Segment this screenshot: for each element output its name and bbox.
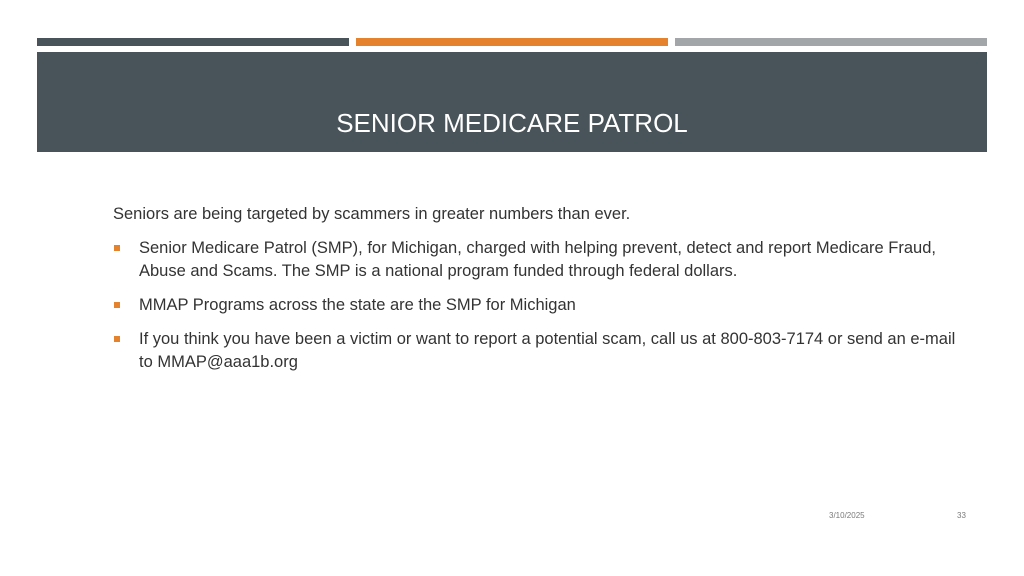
footer-date: 3/10/2025	[829, 511, 865, 520]
bullet-list	[113, 237, 973, 374]
bullet-text: MMAP Programs across the state are the SMP for Michigan	[139, 296, 576, 314]
intro-text: Seniors are being targeted by scammers in greater numbers than ever.	[113, 205, 631, 223]
bullet-text: If you think you have been a victim or want to report a potential scam, call us at 800-803-7174 or send an e-mail to MMAP@aaa1b.org	[139, 330, 956, 371]
accent-bar-left	[37, 38, 349, 46]
square-bullet-icon	[114, 336, 120, 342]
bullet-item	[113, 294, 973, 317]
accent-bar-middle	[356, 38, 668, 46]
square-bullet-icon	[114, 302, 120, 308]
accent-bar-right	[675, 38, 987, 46]
slide-title: SENIOR MEDICARE PATROL	[336, 108, 688, 138]
bullet-item	[113, 237, 973, 283]
bullet-text: Senior Medicare Patrol (SMP), for Michigan, charged with helping prevent, detect and report Medicare Fraud, Abuse and Scams. The SMP is a national program funded through federal dollars.	[139, 239, 936, 280]
square-bullet-icon	[114, 245, 120, 251]
bullet-item	[113, 328, 973, 374]
slide-body	[113, 203, 973, 385]
page-number: 33	[957, 511, 966, 520]
